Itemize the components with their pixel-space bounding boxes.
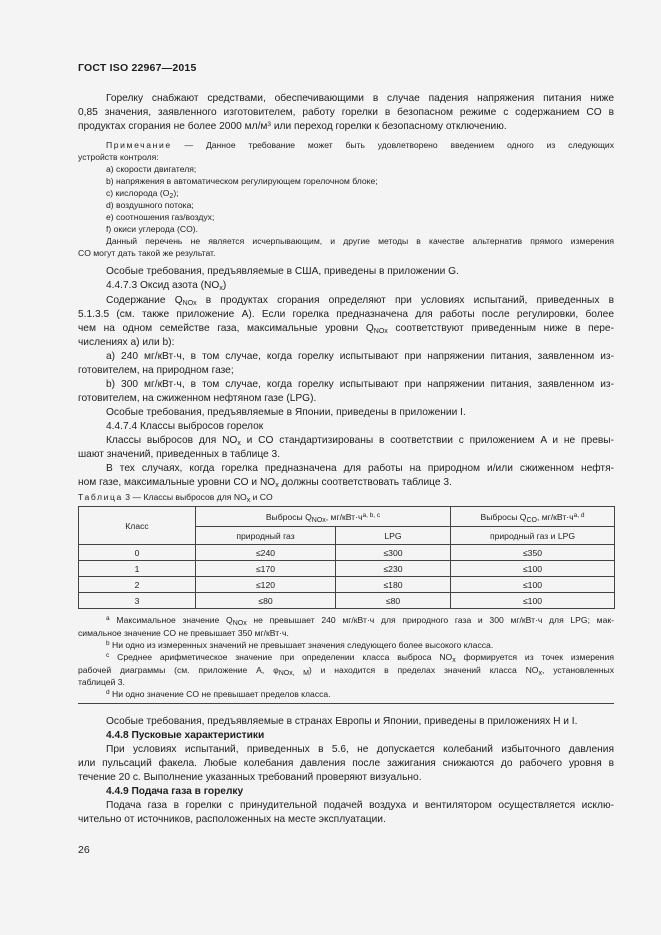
note-item: a) скорости двигателя; bbox=[106, 164, 197, 174]
content-line-4: числениях a) или b): bbox=[78, 337, 175, 348]
item-a-line-2: готовителем, на природном газе; bbox=[78, 365, 234, 376]
item-a-line-1: a) 240 мг/кВт·ч, в том случае, когда горелку испытывают при напряжении питания, заявленном из- bbox=[106, 351, 614, 362]
subheader-lpg: LPG bbox=[336, 527, 451, 545]
section-4-4-8-heading: 4.4.8 Пусковые характеристики bbox=[106, 730, 265, 741]
emission-classes-table bbox=[78, 506, 615, 609]
footnote-a-line-1: $^a$ Максимальное значение $Q_{NOx}$ не превышает 240 мг/кВт·ч для природного газа и 300 мг/кВт·ч для LPG; мак- bbox=[106, 615, 614, 627]
footnote-d: $^d$ Ни одно значение CO не превышает пределов класса. bbox=[106, 689, 331, 699]
document-header: ГОСТ ISO 22967—2015 bbox=[78, 62, 197, 74]
note-line-2: устройств контроля: bbox=[78, 152, 159, 162]
cell-co: ≤350 bbox=[451, 545, 615, 561]
cell-class: 2 bbox=[79, 577, 196, 593]
classes-line-4: ном газе, максимальные уровни CO и $NO_x$ должны соответствовать таблице 3. bbox=[78, 477, 452, 489]
header-co: Выбросы $Q_{CO}$, $мг/кВт\cdot ч^{a, d}$ bbox=[451, 507, 615, 527]
cell-lpg: ≤80 bbox=[336, 593, 451, 609]
note-item: c) кислорода $(O_2)$; bbox=[106, 188, 179, 199]
intro-line-1: Горелку снабжают средствами, обеспечивающими в случае падения напряжения питания ниже bbox=[106, 93, 614, 104]
cell-class: 3 bbox=[79, 593, 196, 609]
note-item: e) соотношения газ/воздух; bbox=[106, 212, 215, 222]
classes-line-3: В тех случаях, когда горелка предназначена для работы на природном и/или сжиженном нефтя- bbox=[106, 463, 614, 474]
cell-natural-gas: ≤80 bbox=[196, 593, 336, 609]
note-line-1: Примечание — Данное требование может быть удовлетворено введением одного из следующих bbox=[106, 140, 614, 150]
intro-line-2: 0,85 значения, заявленного изготовителем, работу горелки в безопасном режиме с содержанием CO в bbox=[78, 107, 614, 118]
content-line-1: Содержание $Q_{NOx}$ в продуктах сгорания определяют при условиях испытаний, приведенных в bbox=[106, 295, 614, 307]
s448-line-1: При условиях испытаний, приведенных в 5.6, не допускается колебаний избыточного давления bbox=[106, 744, 614, 755]
cell-class: 1 bbox=[79, 561, 196, 577]
cell-co: ≤100 bbox=[451, 561, 615, 577]
classes-line-1: Классы выбросов для $NO_x$ и CO стандартизированы в соответствии с приложением A и не превы- bbox=[106, 435, 614, 447]
japan-requirements: Особые требования, предъявляемые в Японии, приведены в приложении I. bbox=[106, 407, 466, 418]
subheader-both: природный газ и LPG bbox=[451, 527, 615, 545]
table-bottom-rule bbox=[78, 703, 614, 704]
footnote-b: $^b$ Ни одно из измеренных значений не превышает значения следующего более высокого класса. bbox=[106, 640, 494, 650]
section-4-4-9-heading: 4.4.9 Подача газа в горелку bbox=[106, 786, 244, 797]
footnote-c-line-3: таблицей 3. bbox=[78, 677, 125, 687]
note-label: Примечание bbox=[106, 140, 172, 150]
classes-line-2: шают значений, приведенных в таблице 3. bbox=[78, 449, 281, 460]
note-tail-2: CO могут дать такой же результат. bbox=[78, 248, 216, 258]
table-row bbox=[79, 577, 615, 593]
cell-natural-gas: ≤170 bbox=[196, 561, 336, 577]
note-tail-1: Данный перечень не является исчерпывающим, и другие методы в качестве альтернатив прямого измерения bbox=[106, 236, 614, 246]
section-4-4-7-3-heading: 4.4.7.3 Оксид азота $(NO_x)$ bbox=[106, 280, 227, 292]
note-item: d) воздушного потока; bbox=[106, 200, 194, 210]
header-class: Класс bbox=[79, 507, 196, 545]
subheader-natural-gas: природный газ bbox=[196, 527, 336, 545]
europe-requirements: Особые требования, предъявляемые в странах Европы и Японии, приведены в приложениях H и I. bbox=[106, 716, 578, 727]
cell-class: 0 bbox=[79, 545, 196, 561]
usa-requirements: Особые требования, предъявляемые в США, приведены в приложении G. bbox=[106, 266, 459, 277]
cell-natural-gas: ≤240 bbox=[196, 545, 336, 561]
footnote-c-line-2: рабочей диаграммы (см. приложение A, $\varphi_{NOx, M}$) и находится в пределах значений класса $NO_x$, установленных bbox=[78, 665, 614, 677]
table-row bbox=[79, 545, 615, 561]
table-row bbox=[79, 593, 615, 609]
content-line-2: 5.1.3.5 (см. также приложение A). Если горелка предназначена для работы после регулировки, более bbox=[78, 309, 614, 320]
cell-co: ≤100 bbox=[451, 593, 615, 609]
table-row bbox=[79, 561, 615, 577]
intro-line-3: продуктах сгорания не более 2000 $мл/м^3$ или переход горелки к безопасному отключению. bbox=[78, 121, 507, 132]
cell-co: ≤100 bbox=[451, 577, 615, 593]
footnote-c-line-1: $^c$ Среднее арифметическое значение при определении класса выброса $NO_x$ формируется из точек измерения bbox=[106, 652, 614, 664]
header-nox: Выбросы $Q_{NOx}$, $мг/кВт\cdot ч^{a, b, c}$ bbox=[196, 507, 451, 527]
s448-line-2: или пульсаций факела. Любые колебания давления после зажигания снижаются до рабочего уровня в bbox=[78, 758, 614, 769]
item-b-line-1: b) 300 мг/кВт·ч, в том случае, когда горелку испытывают при напряжении питания, заявленном из- bbox=[106, 379, 614, 390]
table-caption: Таблица 3 — Классы выбросов для $NO_x$ и CO bbox=[78, 492, 273, 503]
s448-line-3: течение 20 с. Выполнение указанных требований проверяют визуально. bbox=[78, 772, 422, 783]
cell-lpg: ≤180 bbox=[336, 577, 451, 593]
cell-natural-gas: ≤120 bbox=[196, 577, 336, 593]
s449-line-2: чительно от источников, расположенных на месте эксплуатации. bbox=[78, 814, 386, 825]
note-item: f) окиси углерода (CO). bbox=[106, 224, 199, 234]
footnote-a-line-2: симальное значение CO не превышает 350 мг/кВт·ч. bbox=[78, 628, 289, 638]
page-number: 26 bbox=[78, 844, 90, 856]
content-line-3: чем на одном семействе газа, максимальные уровни $Q_{NOx}$ соответствуют приведенным ниже в пере- bbox=[78, 323, 614, 335]
cell-lpg: ≤300 bbox=[336, 545, 451, 561]
note-item: b) напряжения в автоматическом регулирующем горелочном блоке; bbox=[106, 176, 378, 186]
s449-line-1: Подача газа в горелки с принудительной подачей воздуха и вентилятором осуществляется исклю- bbox=[106, 800, 614, 811]
section-4-4-7-4-heading: 4.4.7.4 Классы выбросов горелок bbox=[106, 421, 264, 432]
item-b-line-2: готовителем, на сжиженном нефтяном газе (LPG). bbox=[78, 393, 317, 404]
cell-lpg: ≤230 bbox=[336, 561, 451, 577]
